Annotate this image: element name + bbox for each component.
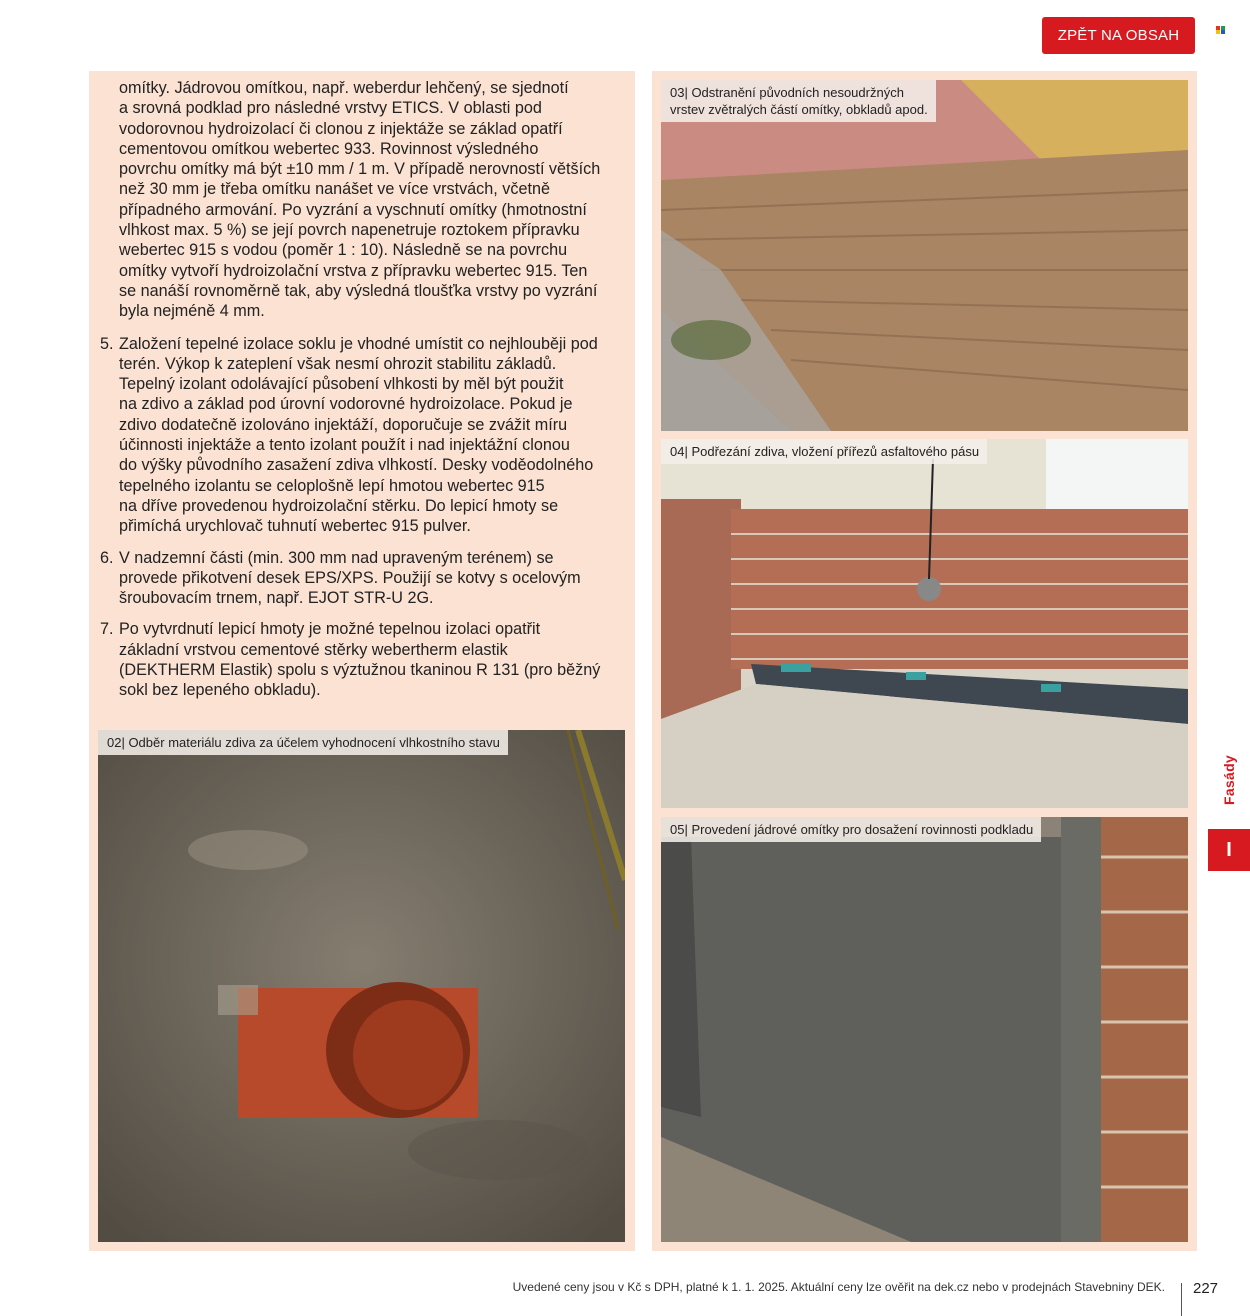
photo-03-plaster-removal <box>661 80 1188 431</box>
plaster-removal-image <box>661 80 1188 431</box>
price-disclaimer: Uvedené ceny jsou v Kč s DPH, platné k 1. 1. 2025. Aktuální ceny lze ověřit na dek.cz nebo v prodejnách Stavebniny DEK. <box>512 1280 1165 1294</box>
page-number: 227 <box>1193 1280 1219 1297</box>
wall-cutting-image <box>661 439 1188 808</box>
list-item-5: 5. Založení tepelné izolace soklu je vhodné umístit co nejhlouběji pod terén. Výkop k zateplení však nesmí ohrozit stabilitu základů. Tepelný izolant odolávající působení vlhkosti by měl být použit na zdivo a základ pod úrovní vodorovné hydroizolace. Pokud je zdivo dodatečně izolováno injektáží, doporučuje se zvážit míru účinnosti injektáže a tento izolant použít i nad injektážní clonou do výšky původního zasažení zdiva vlhkostí. Desky voděodolného tepelného izolantu se celoplošně lepí hmotou webertec 915 na dříve provedenou hydroizolační stěrku. Do lepicí hmoty se přimíchá urychlovač tuhnutí webertec 915 pulver. <box>100 334 598 536</box>
photo-04-caption: 04| Podřezání zdiva, vložení přířezů asfaltového pásu <box>661 439 987 464</box>
intro-paragraph: omítky. Jádrovou omítkou, např. weberdur lehčený, se sjednotí a srovná podklad pro následné vrstvy ETICS. V oblasti pod vodorovnou hydroizolací či clonou z injektáže se základ opatří cementovou omítkou webertec 933. Rovinnost výsledného povrchu omítky má být ±10 mm / 1 m. V případě nerovností větších než 30 mm je třeba omítku nanášet ve více vrstvách, včetně případného armování. Po vyzrání a vyschnutí omítky (hmotnostní vlhkost max. 5 %) se její povrch napenetruje roztokem přípravku webertec 915 s vodou (poměr 1 : 10). Následně se na povrchu omítky vytvoří hydroizolační vrstva z přípravku webertec 915. Ten se nanáší rovnoměrně tak, aby výsledná tloušťka vrstvy po vyzrání byla nejméně 4 mm. <box>119 79 601 321</box>
masonry-sample-image <box>98 730 625 1242</box>
photo-04-wall-cutting <box>661 439 1188 808</box>
article-text <box>100 78 630 701</box>
section-label-fasady[interactable]: Fasády <box>1221 754 1237 806</box>
photo-05-caption: 05| Provedení jádrové omítky pro dosažení rovinnosti podkladu <box>661 817 1041 842</box>
base-render-image <box>661 817 1188 1242</box>
back-to-contents-button[interactable]: ZPĚT NA OBSAH <box>1042 17 1195 54</box>
brand-logo <box>1216 26 1226 34</box>
photo-05-base-render <box>661 817 1188 1242</box>
footer-divider <box>1181 1283 1182 1316</box>
photo-03-caption: 03| Odstranění původních nesoudržných vrstev zvětralých částí omítky, obkladů apod. <box>661 80 936 122</box>
photo-02-caption: 02| Odběr materiálu zdiva za účelem vyhodnocení vlhkostního stavu <box>98 730 508 755</box>
chapter-marker-tab[interactable]: I <box>1208 829 1250 871</box>
list-item-6: 6. V nadzemní části (min. 300 mm nad upraveným terénem) se provede přikotvení desek EPS/XPS. Použijí se kotvy s ocelovým šroubovacím trnem, např. EJOT STR-U 2G. <box>100 548 581 608</box>
photo-02-masonry-sample <box>98 730 625 1242</box>
list-item-7: 7. Po vytvrdnutí lepicí hmoty je možné tepelnou izolaci opatřit základní vrstvou cementové stěrky webertherm elastik (DEKTHERM Elastik) spolu s výztužnou tkaninou R 131 (pro běžný sokl bez lepeného obkladu). <box>100 620 601 700</box>
